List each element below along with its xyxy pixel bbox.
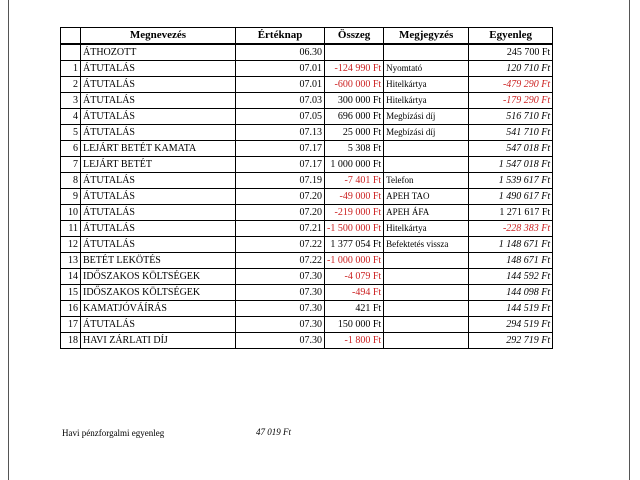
cell-idx: 3 bbox=[61, 93, 81, 109]
cell-idx: 7 bbox=[61, 157, 81, 173]
cell-name: LEJÁRT BETÉT KAMATA bbox=[81, 141, 236, 157]
cell-date: 07.01 bbox=[236, 77, 325, 93]
cell-amount: 1 377 054 Ft bbox=[325, 237, 384, 253]
cell-balance: 1 271 617 Ft bbox=[469, 205, 553, 221]
cell-amount: 696 000 Ft bbox=[325, 109, 384, 125]
cell-balance: 516 710 Ft bbox=[469, 109, 553, 125]
header-index bbox=[61, 28, 81, 45]
cell-name: KAMATJÓVÁÍRÁS bbox=[81, 301, 236, 317]
cell-amount: -1 800 Ft bbox=[325, 333, 384, 349]
cell-note bbox=[384, 44, 469, 61]
cell-balance: 144 519 Ft bbox=[469, 301, 553, 317]
cell-balance: -228 383 Ft bbox=[469, 221, 553, 237]
cell-note: Hitelkártya bbox=[384, 221, 469, 237]
cell-date: 07.20 bbox=[236, 205, 325, 221]
cell-idx: 12 bbox=[61, 237, 81, 253]
cell-idx: 14 bbox=[61, 269, 81, 285]
cell-idx: 1 bbox=[61, 61, 81, 77]
cell-idx: 13 bbox=[61, 253, 81, 269]
cell-amount: -7 401 Ft bbox=[325, 173, 384, 189]
header-date: Értéknap bbox=[236, 28, 325, 45]
table-row bbox=[61, 173, 553, 189]
table-row bbox=[61, 93, 553, 109]
cell-balance: 1 539 617 Ft bbox=[469, 173, 553, 189]
cell-date: 07.05 bbox=[236, 109, 325, 125]
cell-balance: 547 018 Ft bbox=[469, 141, 553, 157]
cell-note: Telefon bbox=[384, 173, 469, 189]
cell-amount: -219 000 Ft bbox=[325, 205, 384, 221]
cell-note bbox=[384, 333, 469, 349]
header-row bbox=[61, 28, 553, 45]
cell-date: 07.01 bbox=[236, 61, 325, 77]
cell-note: APEH ÁFA bbox=[384, 205, 469, 221]
cell-balance: 1 490 617 Ft bbox=[469, 189, 553, 205]
cell-balance: -479 290 Ft bbox=[469, 77, 553, 93]
cell-amount: -1 500 000 Ft bbox=[325, 221, 384, 237]
cell-idx: 4 bbox=[61, 109, 81, 125]
cell-balance: 148 671 Ft bbox=[469, 253, 553, 269]
table-row bbox=[61, 157, 553, 173]
cell-note bbox=[384, 301, 469, 317]
table-row bbox=[61, 269, 553, 285]
cell-amount: -124 990 Ft bbox=[325, 61, 384, 77]
cell-name: HAVI ZÁRLATI DÍJ bbox=[81, 333, 236, 349]
cell-name: ÁTUTALÁS bbox=[81, 221, 236, 237]
cell-idx bbox=[61, 44, 81, 61]
cell-amount: 300 000 Ft bbox=[325, 93, 384, 109]
table-row bbox=[61, 333, 553, 349]
cell-balance: 1 148 671 Ft bbox=[469, 237, 553, 253]
cell-date: 07.30 bbox=[236, 301, 325, 317]
cell-name: ÁTUTALÁS bbox=[81, 109, 236, 125]
cell-idx: 6 bbox=[61, 141, 81, 157]
cell-note: Befektetés vissza bbox=[384, 237, 469, 253]
cell-date: 07.20 bbox=[236, 189, 325, 205]
cell-note bbox=[384, 317, 469, 333]
cell-amount bbox=[325, 44, 384, 61]
table-row bbox=[61, 125, 553, 141]
cell-balance: 541 710 Ft bbox=[469, 125, 553, 141]
cell-name: ÁTUTALÁS bbox=[81, 317, 236, 333]
cell-amount: 150 000 Ft bbox=[325, 317, 384, 333]
header-note: Megjegyzés bbox=[384, 28, 469, 45]
cell-amount: 25 000 Ft bbox=[325, 125, 384, 141]
cell-note bbox=[384, 141, 469, 157]
cell-note bbox=[384, 157, 469, 173]
cell-amount: 421 Ft bbox=[325, 301, 384, 317]
cell-name: ÁTUTALÁS bbox=[81, 189, 236, 205]
cell-balance: 294 519 Ft bbox=[469, 317, 553, 333]
ledger-table bbox=[60, 27, 553, 349]
table-row bbox=[61, 237, 553, 253]
cell-note: Megbízási díj bbox=[384, 109, 469, 125]
cell-idx: 5 bbox=[61, 125, 81, 141]
cell-name: LEJÁRT BETÉT bbox=[81, 157, 236, 173]
cell-name: ÁTUTALÁS bbox=[81, 125, 236, 141]
cell-amount: -49 000 Ft bbox=[325, 189, 384, 205]
cell-name: ÁTUTALÁS bbox=[81, 237, 236, 253]
cell-balance: 292 719 Ft bbox=[469, 333, 553, 349]
cell-date: 07.30 bbox=[236, 285, 325, 301]
table-row bbox=[61, 317, 553, 333]
table-row bbox=[61, 141, 553, 157]
cell-date: 07.21 bbox=[236, 221, 325, 237]
cell-idx: 16 bbox=[61, 301, 81, 317]
table-row bbox=[61, 301, 553, 317]
cell-amount: -600 000 Ft bbox=[325, 77, 384, 93]
cell-amount: 1 000 000 Ft bbox=[325, 157, 384, 173]
table-row bbox=[61, 189, 553, 205]
cell-balance: -179 290 Ft bbox=[469, 93, 553, 109]
cell-note: Hitelkártya bbox=[384, 77, 469, 93]
cell-date: 07.30 bbox=[236, 269, 325, 285]
table-row bbox=[61, 285, 553, 301]
cell-balance: 1 547 018 Ft bbox=[469, 157, 553, 173]
cell-date: 07.17 bbox=[236, 157, 325, 173]
cell-idx: 9 bbox=[61, 189, 81, 205]
table-row bbox=[61, 221, 553, 237]
cell-name: ÁTUTALÁS bbox=[81, 61, 236, 77]
cell-idx: 15 bbox=[61, 285, 81, 301]
cell-date: 07.19 bbox=[236, 173, 325, 189]
cell-name: IDŐSZAKOS KÖLTSÉGEK bbox=[81, 285, 236, 301]
cell-name: ÁTUTALÁS bbox=[81, 173, 236, 189]
cell-idx: 18 bbox=[61, 333, 81, 349]
cell-date: 07.13 bbox=[236, 125, 325, 141]
header-balance: Egyenleg bbox=[469, 28, 553, 45]
cell-idx: 17 bbox=[61, 317, 81, 333]
table-row bbox=[61, 44, 553, 61]
cell-note: Hitelkártya bbox=[384, 93, 469, 109]
header-amount: Összeg bbox=[325, 28, 384, 45]
table-row bbox=[61, 253, 553, 269]
cell-name: ÁTUTALÁS bbox=[81, 93, 236, 109]
cell-balance: 245 700 Ft bbox=[469, 44, 553, 61]
ledger-body bbox=[61, 44, 553, 349]
cell-date: 07.22 bbox=[236, 253, 325, 269]
cell-balance: 144 098 Ft bbox=[469, 285, 553, 301]
cell-amount: -1 000 000 Ft bbox=[325, 253, 384, 269]
cell-date: 07.03 bbox=[236, 93, 325, 109]
cell-date: 07.17 bbox=[236, 141, 325, 157]
header-name: Megnevezés bbox=[81, 28, 236, 45]
cell-idx: 11 bbox=[61, 221, 81, 237]
table-row bbox=[61, 109, 553, 125]
cell-name: BETÉT LEKÖTÉS bbox=[81, 253, 236, 269]
cell-note: Nyomtató bbox=[384, 61, 469, 77]
summary-value: 47 019 Ft bbox=[256, 427, 291, 437]
cell-amount: -494 Ft bbox=[325, 285, 384, 301]
cell-idx: 8 bbox=[61, 173, 81, 189]
cell-note bbox=[384, 269, 469, 285]
cell-name: ÁTUTALÁS bbox=[81, 77, 236, 93]
cell-date: 06.30 bbox=[236, 44, 325, 61]
cell-note: Megbízási díj bbox=[384, 125, 469, 141]
cell-note bbox=[384, 285, 469, 301]
cell-note bbox=[384, 253, 469, 269]
cell-balance: 120 710 Ft bbox=[469, 61, 553, 77]
cell-date: 07.22 bbox=[236, 237, 325, 253]
cell-name: IDŐSZAKOS KÖLTSÉGEK bbox=[81, 269, 236, 285]
cell-name: ÁTHOZOTT bbox=[81, 44, 236, 61]
cell-balance: 144 592 Ft bbox=[469, 269, 553, 285]
cell-idx: 2 bbox=[61, 77, 81, 93]
cell-idx: 10 bbox=[61, 205, 81, 221]
cell-note: APEH TAO bbox=[384, 189, 469, 205]
table-row bbox=[61, 205, 553, 221]
table-row bbox=[61, 77, 553, 93]
table-row bbox=[61, 61, 553, 77]
cell-amount: 5 308 Ft bbox=[325, 141, 384, 157]
cell-date: 07.30 bbox=[236, 333, 325, 349]
cell-date: 07.30 bbox=[236, 317, 325, 333]
summary-label: Havi pénzforgalmi egyenleg bbox=[62, 428, 165, 438]
cell-amount: -4 079 Ft bbox=[325, 269, 384, 285]
cell-name: ÁTUTALÁS bbox=[81, 205, 236, 221]
